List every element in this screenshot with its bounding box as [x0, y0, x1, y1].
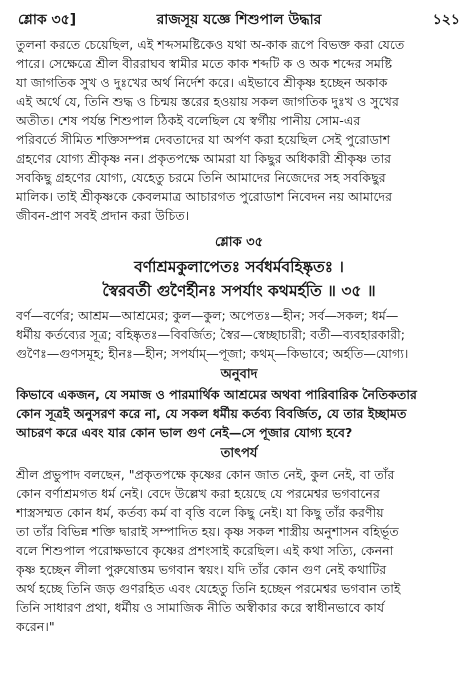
header-chapter-title: রাজসূয় যজ্ঞে শিশুপাল উদ্ধার	[156, 12, 322, 28]
purport-line: তিনি সাধারণ প্রথা, ধর্মীয় ও সামাজিক নীতি অস্বীকার করে স্বাধীনভাবে কার্য	[16, 600, 385, 615]
purport-prev-line: অতীত। শেষ পর্যন্ত শিশুপাল ঠিকই বলেছিল যে স্বর্গীয় পানীয় সোম-এর	[16, 113, 361, 128]
synonyms-line: ধর্মীয় কর্তব্যের সূত্র; বহিষ্কৃতঃ—বিবর্জিত; স্বৈর—স্বেচ্ছাচারী; বর্তী—ব্যবহারকারী;	[16, 327, 406, 342]
purport-line: বলে শিশুপাল পরোক্ষভাবে কৃষ্ণের প্রশংসাই করেছিল। এই কথা সত্যি, কেননা	[16, 543, 394, 558]
header-verse-ref: শ্লোক ৩৫]	[18, 12, 77, 28]
verse-heading: শ্লোক ৩৫	[214, 235, 264, 250]
purport-line: শাস্ত্রসম্মত কোন ধর্ম, কর্তব্য কর্ম বা বৃত্তি বলে কিছু নেই। যা কিছু তাঁর করণীয়	[16, 505, 384, 520]
translation-line: কোন সূত্রই অনুসরণ করে না, যে সকল ধর্মীয় কর্তব্য বিবর্জিত, যে তার ইচ্ছামত	[16, 406, 407, 421]
purport-heading: তাৎপর্য	[220, 446, 258, 461]
purport-prev-line: পারে। সেক্ষেত্রে শ্রীল বীররাঘব স্বামীর মতে কাক শব্দটি ক ও অক শব্দের সমষ্টি	[16, 56, 393, 71]
purport-prev-line: গ্রহণের যোগ্য শ্রীকৃষ্ণ নন। প্রকৃতপক্ষে আমরা যা কিছুর অধিকারী শ্রীকৃষ্ণ তার	[16, 151, 392, 166]
translation-line: কিভাবে একজন, যে সমাজ ও পারমার্থিক আশ্রমের অথবা পারিবারিক নৈতিকতার	[16, 387, 417, 402]
synonyms-line: বর্ণ—বর্ণের; আশ্রম—আশ্রমের; কুল—কুল; অপেতঃ—হীন; সর্ব—সকল; ধর্ম—	[16, 308, 399, 323]
purport-line: করেন।"	[16, 619, 55, 634]
book-page	[16, 4, 462, 674]
verse-line: স্বৈরবর্তী গুণৈর্হীনঃ সপর্যাং কথমর্হতি ॥ ৩৫ ॥	[102, 282, 376, 300]
purport-line: তা তাঁর বিভিন্ন শক্তি দ্বারাই সম্পাদিত হয়। কৃষ্ণ সকল শাস্ত্রীয় অনুশাসন বহির্ভূত	[16, 524, 399, 539]
running-header	[16, 8, 462, 30]
purport-prev-line: যা জাগতিক সুখ ও দুঃখের অর্থ নির্দেশ করে। এইভাবে শ্রীকৃষ্ণ হচ্ছেন অকাক	[16, 75, 388, 90]
purport-prev-line: জীবন-প্রাণ সবই প্রদান করা উচিত।	[16, 208, 190, 223]
purport-prev-line: এই অর্থে যে, তিনি শুদ্ধ ও চিন্ময় স্তরের হওয়ায় সকল জাগতিক দুঃখ ও সুখের	[16, 94, 399, 109]
purport-prev-line: তুলনা করতে চেয়েছিল, এই শব্দসমষ্টিকেও যথা অ-কাক রূপে বিভক্ত করা যেতে	[16, 37, 405, 52]
translation-line: আচরণ করে এবং যার কোন ভাল গুণ নেই—সে পূজার যোগ্য হবে?	[16, 425, 353, 440]
purport-line: শ্রীল প্রভুপাদ বলছেন, "প্রকৃতপক্ষে কৃষ্ণের কোন জাত নেই, কুল নেই, বা তাঁর	[16, 467, 395, 482]
purport-line: অর্থ হচ্ছে তিনি জড় গুণরহিত এবং যেহেতু তিনি হচ্ছেন পরমেশ্বর ভগবান তাই	[16, 581, 401, 596]
page-number: ১২১	[432, 12, 460, 28]
purport-line: কোন বর্ণাশ্রমগত ধর্ম নেই। বেদে উল্লেখ করা হয়েছে যে পরমেশ্বর ভগবানের	[16, 486, 380, 501]
synonyms-line: গুণৈঃ—গুণসমূহ; হীনঃ—হীন; সপর্যাম্—পূজা; কথম্—কিভাবে; অর্হতি—যোগ্য।	[16, 346, 409, 361]
purport-prev-line: পরিবর্তে সীমিত শক্তিসম্পন্ন দেবতাদের যা অর্পণ করা হয়েছিল সেই পুরোডাশ	[16, 132, 391, 147]
purport-prev-line: সবকিছু গ্রহণের যোগ্য, যেহেতু চরমে তিনি আমাদের নিজেদের সহ সবকিছুর	[16, 170, 386, 185]
translation-heading: অনুবাদ	[220, 367, 258, 382]
verse-line: বর্ণাশ্রমকুলাপেতঃ সর্বধর্মবহিষ্কৃতঃ ।	[134, 258, 344, 276]
purport-line: কৃষ্ণ হচ্ছেন লীলা পুরুষোত্তম ভগবান স্বয়ং। যদি তাঁর কোন গুণ নেই কথাটির	[16, 562, 387, 577]
purport-prev-line: মালিক। তাই শ্রীকৃষ্ণকে কেবলমাত্র আচারগত পুরোডাশ নিবেদন নয় আমাদের	[16, 189, 393, 204]
